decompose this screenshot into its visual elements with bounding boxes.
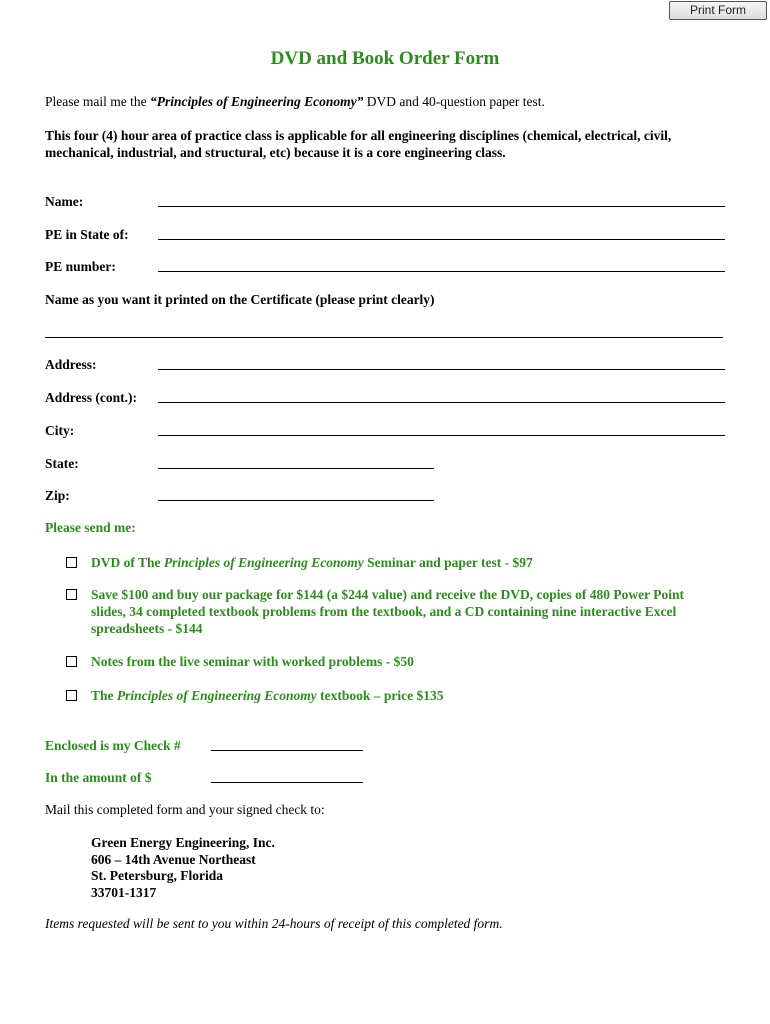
footer-note: Items requested will be sent to you within 24-hours of receipt of this completed form.	[45, 916, 503, 931]
please-send-heading: Please send me:	[45, 520, 136, 535]
package-checkbox[interactable]	[66, 589, 77, 600]
address-line-1: Green Energy Engineering, Inc.	[91, 835, 275, 850]
dvd-option-after: Seminar and paper test - $97	[363, 555, 533, 570]
dvd-option-italic: Principles of Engineering Economy	[163, 555, 364, 570]
dvd-checkbox[interactable]	[66, 557, 77, 568]
mail-instruction: Mail this completed form and your signed check to:	[45, 802, 325, 817]
textbook-option-after: textbook – price $135	[316, 688, 444, 703]
city-input-line[interactable]	[158, 435, 725, 436]
dvd-option-label	[91, 554, 533, 571]
certificate-name-label: Name as you want it printed on the Certificate (please print clearly)	[45, 292, 435, 307]
dvd-option-before: DVD of The	[91, 555, 164, 570]
package-option-label: Save $100 and buy our package for $144 (a $244 value) and receive the DVD, copies of 480 Power Point slides, 34 completed textbook problems from the textbook, and a CD containing nine interactive Excel spreadsheets - $144	[91, 587, 684, 636]
notes-checkbox[interactable]	[66, 656, 77, 667]
textbook-option-before: The	[91, 688, 117, 703]
intro-prefix: Please mail me the	[45, 94, 150, 109]
pe-state-input-line[interactable]	[158, 239, 725, 240]
amount-label: In the amount of $	[45, 770, 152, 785]
notes-option-label: Notes from the live seminar with worked problems - $50	[91, 654, 414, 669]
pe-number-label: PE number:	[45, 259, 116, 274]
check-number-input-line[interactable]	[211, 750, 363, 751]
address-line-4: 33701-1317	[91, 884, 157, 900]
intro-emphasis: “Principles of Engineering Economy”	[149, 94, 364, 109]
pe-state-label: PE in State of:	[45, 227, 129, 242]
mailing-address	[91, 835, 275, 901]
name-input-line[interactable]	[158, 206, 725, 207]
textbook-option-italic: Principles of Engineering Economy	[116, 688, 317, 703]
course-note: This four (4) hour area of practice class is applicable for all engineering disciplines (chemical, electrical, civil, mechanical, industrial, and structural, etc) because it is a core engineering class.	[45, 128, 672, 160]
address-line-2: 606 – 14th Avenue Northeast	[91, 851, 256, 867]
zip-label: Zip:	[45, 488, 70, 503]
zip-input-line[interactable]	[158, 500, 434, 501]
page-title: DVD and Book Order Form	[270, 48, 500, 69]
amount-input-line[interactable]	[211, 782, 363, 783]
textbook-option-label	[91, 687, 444, 704]
address-label: Address:	[45, 357, 97, 372]
textbook-checkbox[interactable]	[66, 690, 77, 701]
state-label: State:	[45, 456, 79, 471]
address-cont-input-line[interactable]	[158, 402, 725, 403]
state-input-line[interactable]	[158, 468, 434, 469]
city-label: City:	[45, 423, 75, 438]
name-label: Name:	[45, 194, 84, 209]
check-number-label: Enclosed is my Check #	[45, 738, 181, 753]
address-line-3: St. Petersburg, Florida	[91, 868, 223, 883]
address-input-line[interactable]	[158, 369, 725, 370]
intro-suffix: DVD and 40-question paper test.	[363, 94, 545, 109]
certificate-name-input-line[interactable]	[45, 337, 723, 338]
address-cont-label: Address (cont.):	[45, 390, 137, 405]
intro-text	[45, 94, 545, 110]
print-form-button[interactable]: Print Form	[669, 1, 767, 20]
pe-number-input-line[interactable]	[158, 271, 725, 272]
